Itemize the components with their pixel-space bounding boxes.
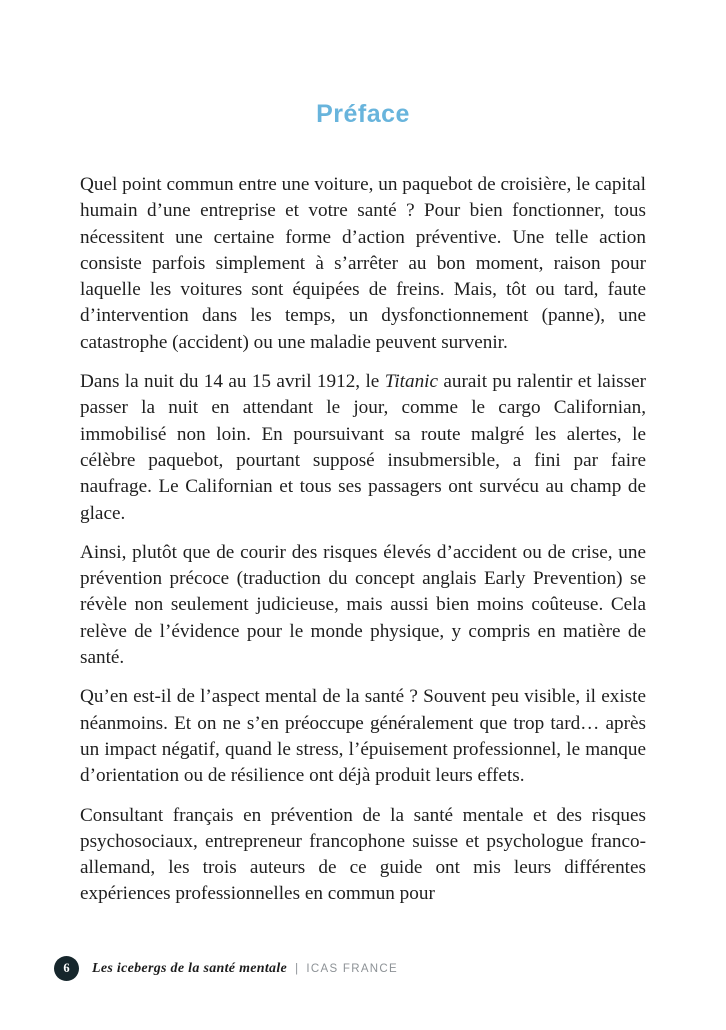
text-segment: Ainsi, plutôt que de courir des risques élevés d’accident ou de crise, une prévention précoce (traduction du concept anglais Early Prevention) se révèle non seulement judicieuse, mais aussi bien moins coûteuse. Cela relève de l’évidence pour le monde physique, y compris en matière de santé.: [80, 541, 646, 669]
italic-text-segment: Titanic: [384, 371, 439, 393]
text-segment: Quel point commun entre une voiture, un paquebot de croisière, le capital humain d’une entreprise et votre santé ? Pour bien fonctionner, tous nécessitent une certaine forme d’action préventive. Une telle action consiste parfois simplement à s’arrêter au bon moment, raison pour laquelle les voitures sont équipées de freins. Mais, tôt ou tard, faute d’intervention dans les temps, un dysfonctionnement (panne), une catastrophe (accident) ou une maladie peuvent survenir.: [80, 174, 646, 353]
footer-publisher-label: ICAS FRANCE: [306, 962, 398, 975]
paragraph: [80, 369, 646, 527]
text-segment: Qu’en est-il de l’aspect mental de la santé ? Souvent peu visible, il existe néanmoins. Et on ne s’en préoccupe généralement que trop tard… après un impact négatif, quand le stress, l’épuisement professionnel, le manque d’orientation ou de résilience ont déjà produit leurs effets.: [80, 686, 646, 787]
paragraph: [80, 540, 646, 671]
paragraph: [80, 172, 646, 356]
paragraph: [80, 803, 646, 908]
paragraph: [80, 684, 646, 789]
text-segment: Consultant français en prévention de la santé mentale et des risques psychosociaux, entrepreneur francophone suisse et psychologue franco-allemand, les trois auteurs de ce guide ont mis leurs différentes expériences professionnelles en commun pour: [80, 804, 646, 905]
text-segment: aurait pu ralentir et laisser passer la nuit en attendant le jour, comme le cargo Californian, immobilisé non loin. En poursuivant sa route malgré les alertes, le célèbre paquebot, pourtant supposé insubmersible, a fini par faire naufrage. Le Californian et tous ses passagers ont survécu au champ de glace.: [80, 371, 646, 524]
page-footer: [54, 956, 398, 981]
footer-separator: |: [295, 962, 300, 975]
body-text: [80, 172, 646, 921]
chapter-title: Préface: [316, 100, 410, 128]
footer-publisher: [295, 963, 398, 975]
footer-book-title: Les icebergs de la santé mentale: [92, 960, 288, 976]
page-number-badge: 6: [54, 956, 79, 981]
text-segment: Dans la nuit du 14 au 15 avril 1912, le: [80, 371, 385, 393]
